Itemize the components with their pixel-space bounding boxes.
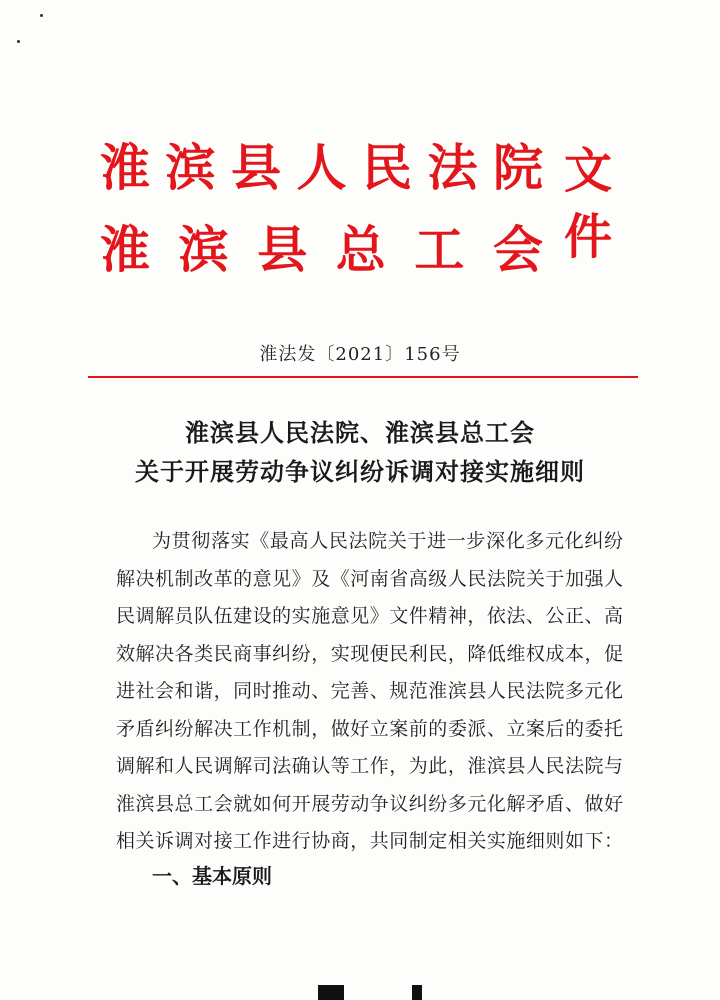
section-heading: 一、基本原则 (152, 864, 272, 888)
header-org-line-2 (100, 210, 545, 282)
header-char: 民 (362, 138, 414, 197)
scan-speck (17, 40, 20, 43)
body-line: 进社会和谐，同时推动、完善、规范淮滨县人民法院多元化 (116, 680, 623, 702)
body-line: 淮滨县总工会就如何开展劳动争议纠纷多元化解矛盾、做好 (116, 792, 623, 815)
header-char: 总 (335, 220, 388, 279)
body-line: 为贯彻落实《最高人民法院关于进一步深化多元化纠纷 (152, 530, 623, 552)
header-char: 滨 (178, 220, 231, 279)
body-line: 矛盾纠纷解决工作机制，做好立案前的委派、立案后的委托 (116, 717, 623, 740)
header-char: 滨 (165, 138, 218, 197)
header-org-line-1 (100, 128, 545, 200)
document-title-line-1: 淮滨县人民法院、淮滨县总工会 (185, 419, 535, 447)
body-line: 效解决各类民商事纠纷，实现便民利民，降低维权成本，促 (116, 642, 623, 665)
header-char: 淮 (100, 220, 152, 279)
header-char: 工 (414, 220, 467, 279)
document-number: 淮法发〔2021〕156号 (259, 344, 461, 365)
header-char: 淮 (100, 138, 152, 197)
header-char: 件 (563, 209, 612, 265)
body-line: 解决机制改革的意见》及《河南省高级人民法院关于加强人 (116, 567, 623, 590)
body-line: 调解和人民调解司法确认等工作，为此，淮滨县人民法院与 (116, 755, 623, 777)
body-line: 相关诉调对接工作进行协商，共同制定相关实施细则如下： (116, 830, 623, 852)
body-line: 民调解员队伍建设的实施意见》文件精神，依法、公正、高 (116, 605, 623, 627)
header-char: 县 (231, 138, 283, 197)
scan-edge-mark (412, 985, 422, 1000)
header-char: 会 (492, 220, 545, 279)
scan-edge-mark (318, 985, 344, 1000)
header-char: 人 (296, 138, 349, 197)
header-char: 法 (427, 138, 480, 197)
scan-speck (40, 14, 43, 17)
header-char: 文 (563, 143, 612, 199)
red-divider (88, 376, 638, 378)
header-char: 县 (257, 220, 310, 279)
header-doc-word (560, 138, 616, 270)
header-char: 院 (493, 138, 545, 197)
document-title-line-2: 关于开展劳动争议纠纷诉调对接实施细则 (135, 458, 585, 486)
